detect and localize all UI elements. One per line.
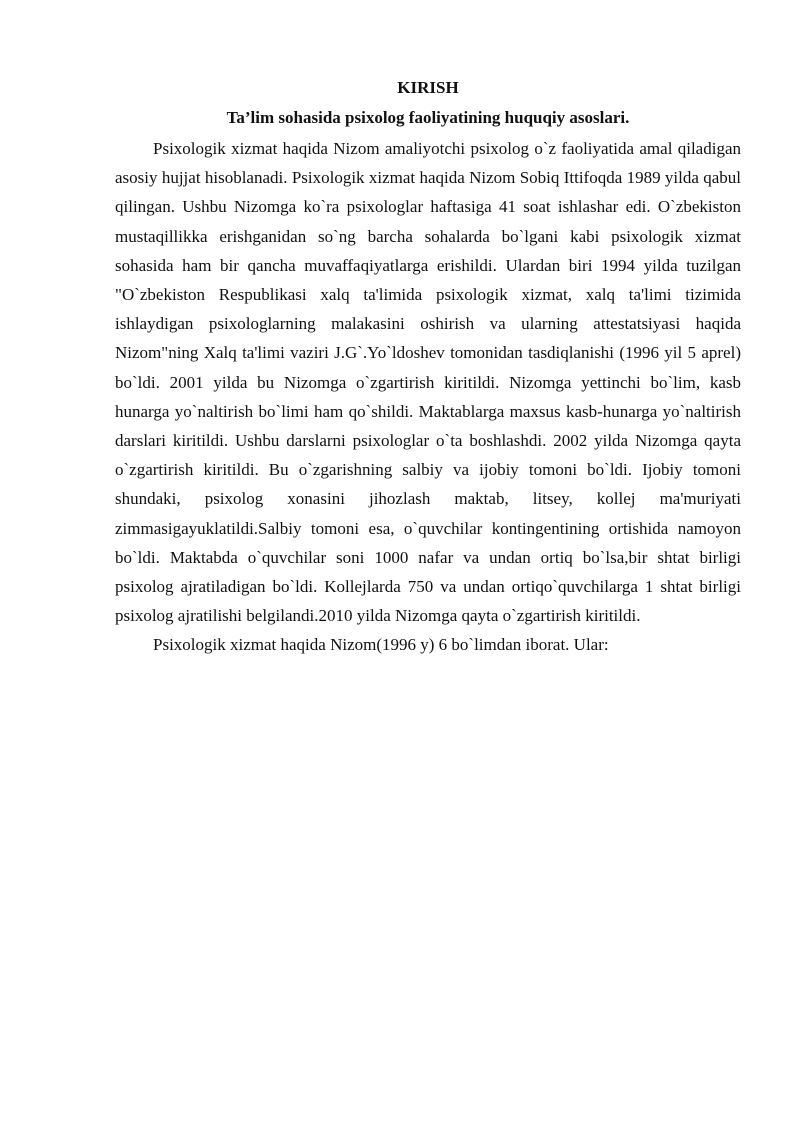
document-heading: KIRISH [397, 78, 459, 97]
document-subheading: Ta’lim sohasida psixolog faoliyatining huquqiy asoslari. [226, 108, 630, 127]
paragraph-2: Psixologik xizmat haqida Nizom(1996 y) 6 bo`limdan iborat. Ular: [153, 635, 609, 655]
document-content [115, 74, 741, 660]
paragraph-1: Psixologik xizmat haqida Nizom amaliyotchi psixolog o`z faoliyatida amal qiladigan asosiy hujjat hisoblanadi. Psixologik xizmat haqida Nizom Sobiq Ittifoqda 1989 yilda qabul qilingan. Ushbu Nizomga ko`ra psixologlar haftasiga 41 soat ishlashar edi. O`zbekiston mustaqillikka erishganidan so`ng barcha sohalarda bo`lgani kabi psixologik xizmat sohasida ham bir qancha muvaffaqiyatlarga erishildi. Ulardan biri 1994 yilda tuzilgan "O`zbekiston Respublikasi xalq ta'limida psixologik xizmat, xalq ta'limi tizimida ishlaydigan psixologlarning malakasini oshirish va ularning attestatsiyasi haqida Nizom"ning Xalq ta'limi vaziri J.G`.Yo`ldoshev tomonidan tasdiqlanishi (1996 yil 5 aprel) bo`ldi. 2001 yilda bu Nizomga o`zgartirish kiritildi. Nizomga yettinchi bo`lim, kasb hunarga yo`naltirish bo`limi ham qo`shildi. Maktablarga maxsus kasb-hunarga yo`naltirish darslari kiritildi. Ushbu darslarni psixologlar o`ta boshlashdi. 2002 yilda Nizomga qayta o`zgartirish kiritildi. Bu o`zgarishning salbiy va ijobiy tomoni bo`ldi. Ijobiy tomoni shundaki, psixolog xonasini jihozlash maktab, litsey, kollej ma'muriyati zimmasigayuklatildi.Salbiy tomoni esa, o`quvchilar kontingentining ortishida namoyon bo`ldi. Maktabda o`quvchilar soni 1000 nafar va undan ortiq bo`lsa,bir shtat birligi psixolog ajratiladigan bo`ldi. Kollejlarda 750 va undan ortiqo`quvchilarga 1 shtat birligi psixolog ajratilishi belgilandi.2010 yilda Nizomga qayta o`zgartirish kiritildi. [115, 139, 741, 626]
